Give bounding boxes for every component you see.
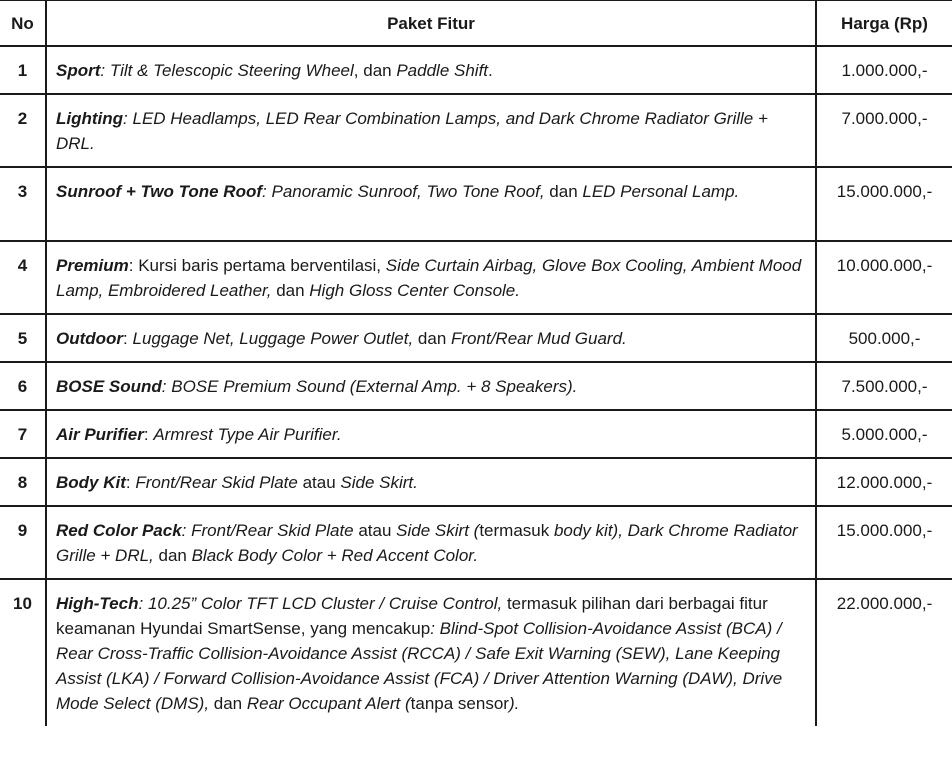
table-row — [0, 506, 952, 579]
row-number: 7 — [0, 410, 46, 458]
price-cell: 15.000.000,- — [816, 167, 952, 241]
table-header-row — [0, 1, 952, 47]
feature-cell — [46, 410, 816, 458]
table-row — [0, 458, 952, 506]
feature-text: High Gloss Center Console. — [309, 281, 520, 300]
connector-text: dan — [544, 182, 583, 201]
price-cell: 5.000.000,- — [816, 410, 952, 458]
price-cell: 1.000.000,- — [816, 46, 952, 94]
connector-text: termasuk pilihan dari berbagai fitur keamanan Hyundai SmartSense, yang mencakup — [56, 594, 768, 638]
feature-text: LED Personal Lamp. — [582, 182, 740, 201]
connector-text: atau — [297, 473, 341, 492]
name-separator: : — [123, 329, 133, 348]
package-name: Premium — [56, 256, 129, 275]
feature-cell — [46, 94, 816, 167]
package-name: High-Tech — [56, 594, 139, 613]
row-number: 1 — [0, 46, 46, 94]
package-name: Lighting — [56, 109, 124, 128]
name-separator: : — [125, 473, 136, 492]
feature-text: Front/Rear Skid Plate — [191, 521, 354, 540]
row-number: 5 — [0, 314, 46, 362]
price-cell: 500.000,- — [816, 314, 952, 362]
price-cell: 22.000.000,- — [816, 579, 952, 726]
table-row — [0, 314, 952, 362]
feature-text: Front/Rear Skid Plate — [135, 473, 298, 492]
connector-text: termasuk — [479, 521, 554, 540]
connector-text: tanpa sensor — [410, 694, 509, 713]
feature-cell — [46, 46, 816, 94]
name-separator: : — [128, 256, 139, 275]
feature-cell — [46, 241, 816, 314]
connector-text: dan — [271, 281, 310, 300]
connector-text: dan — [209, 694, 247, 713]
connector-text: , dan — [353, 61, 397, 80]
row-number: 8 — [0, 458, 46, 506]
row-number: 6 — [0, 362, 46, 410]
header-price: Harga (Rp) — [816, 1, 952, 47]
package-name: Air Purifier — [56, 425, 144, 444]
feature-text: 10.25” Color TFT LCD Cluster / Cruise Control, — [147, 594, 503, 613]
feature-text: Side Curtain Airbag, Glove Box Cooling, Ambient Mood Lamp, Embroidered Leather, — [56, 256, 802, 300]
row-number: 3 — [0, 167, 46, 241]
name-separator: : — [138, 594, 148, 613]
feature-text: Black Body Color + Red Accent Color. — [191, 546, 479, 565]
package-name: Body Kit — [56, 473, 126, 492]
feature-text: body kit), Dark Chrome Radiator Grille + DRL, — [56, 521, 798, 565]
feature-text: BOSE Premium Sound (External Amp. + 8 Speakers). — [171, 377, 578, 396]
feature-text: Side Skirt. — [340, 473, 418, 492]
feature-text: Kursi baris pertama berventilasi, — [138, 256, 386, 275]
name-separator: : — [123, 109, 133, 128]
feature-text: Luggage Net, Luggage Power Outlet, — [132, 329, 414, 348]
package-name: BOSE Sound — [56, 377, 162, 396]
feature-cell — [46, 362, 816, 410]
feature-cell — [46, 167, 816, 241]
feature-text: Tilt & Telescopic Steering Wheel — [109, 61, 354, 80]
table-row — [0, 362, 952, 410]
name-separator: : — [161, 377, 172, 396]
feature-text: Armrest Type Air Purifier. — [153, 425, 342, 444]
feature-cell — [46, 458, 816, 506]
table-row — [0, 94, 952, 167]
feature-text: Panoramic Sunroof, Two Tone Roof, — [271, 182, 545, 201]
feature-text: LED Headlamps, LED Rear Combination Lamps, and Dark Chrome Radiator Grille + DRL. — [56, 109, 768, 153]
price-cell: 10.000.000,- — [816, 241, 952, 314]
connector-text: dan — [413, 329, 452, 348]
package-name: Outdoor — [56, 329, 124, 348]
table-row — [0, 410, 952, 458]
row-number: 2 — [0, 94, 46, 167]
row-number: 10 — [0, 579, 46, 726]
connector-text: dan — [153, 546, 192, 565]
price-cell: 7.000.000,- — [816, 94, 952, 167]
table-row — [0, 46, 952, 94]
package-name: Sport — [56, 61, 101, 80]
price-cell: 15.000.000,- — [816, 506, 952, 579]
feature-text: Front/Rear Mud Guard. — [451, 329, 627, 348]
table-row — [0, 579, 952, 726]
name-separator: : — [143, 425, 154, 444]
feature-cell — [46, 579, 816, 726]
price-cell: 12.000.000,- — [816, 458, 952, 506]
package-name: Sunroof + Two Tone Roof — [56, 182, 263, 201]
row-number: 4 — [0, 241, 46, 314]
connector-text: atau — [353, 521, 397, 540]
feature-cell — [46, 314, 816, 362]
table-row — [0, 167, 952, 241]
table-row — [0, 241, 952, 314]
package-name: Red Color Pack — [56, 521, 182, 540]
feature-text: ). — [508, 694, 520, 713]
feature-text: Rear Occupant Alert ( — [246, 694, 411, 713]
name-separator: : — [100, 61, 110, 80]
header-no: No — [0, 1, 46, 47]
feature-text: : Blind-Spot Collision-Avoidance Assist (BCA) / Rear Cross-Traffic Collision-Avoidance Assist (RCCA) / Safe Exit Warning (SEW), Lane Keeping Assist (LKA) / Forward Collision-Avoidance Assist (FCA) / Driver Attention Warning (DAW), Drive Mode Select (DMS), — [56, 619, 783, 713]
row-number: 9 — [0, 506, 46, 579]
feature-text: Paddle Shift — [396, 61, 489, 80]
feature-cell — [46, 506, 816, 579]
header-feature: Paket Fitur — [46, 1, 816, 47]
feature-text: . — [488, 61, 493, 80]
name-separator: : — [181, 521, 192, 540]
name-separator: : — [262, 182, 272, 201]
feature-text: Side Skirt ( — [396, 521, 480, 540]
price-cell: 7.500.000,- — [816, 362, 952, 410]
